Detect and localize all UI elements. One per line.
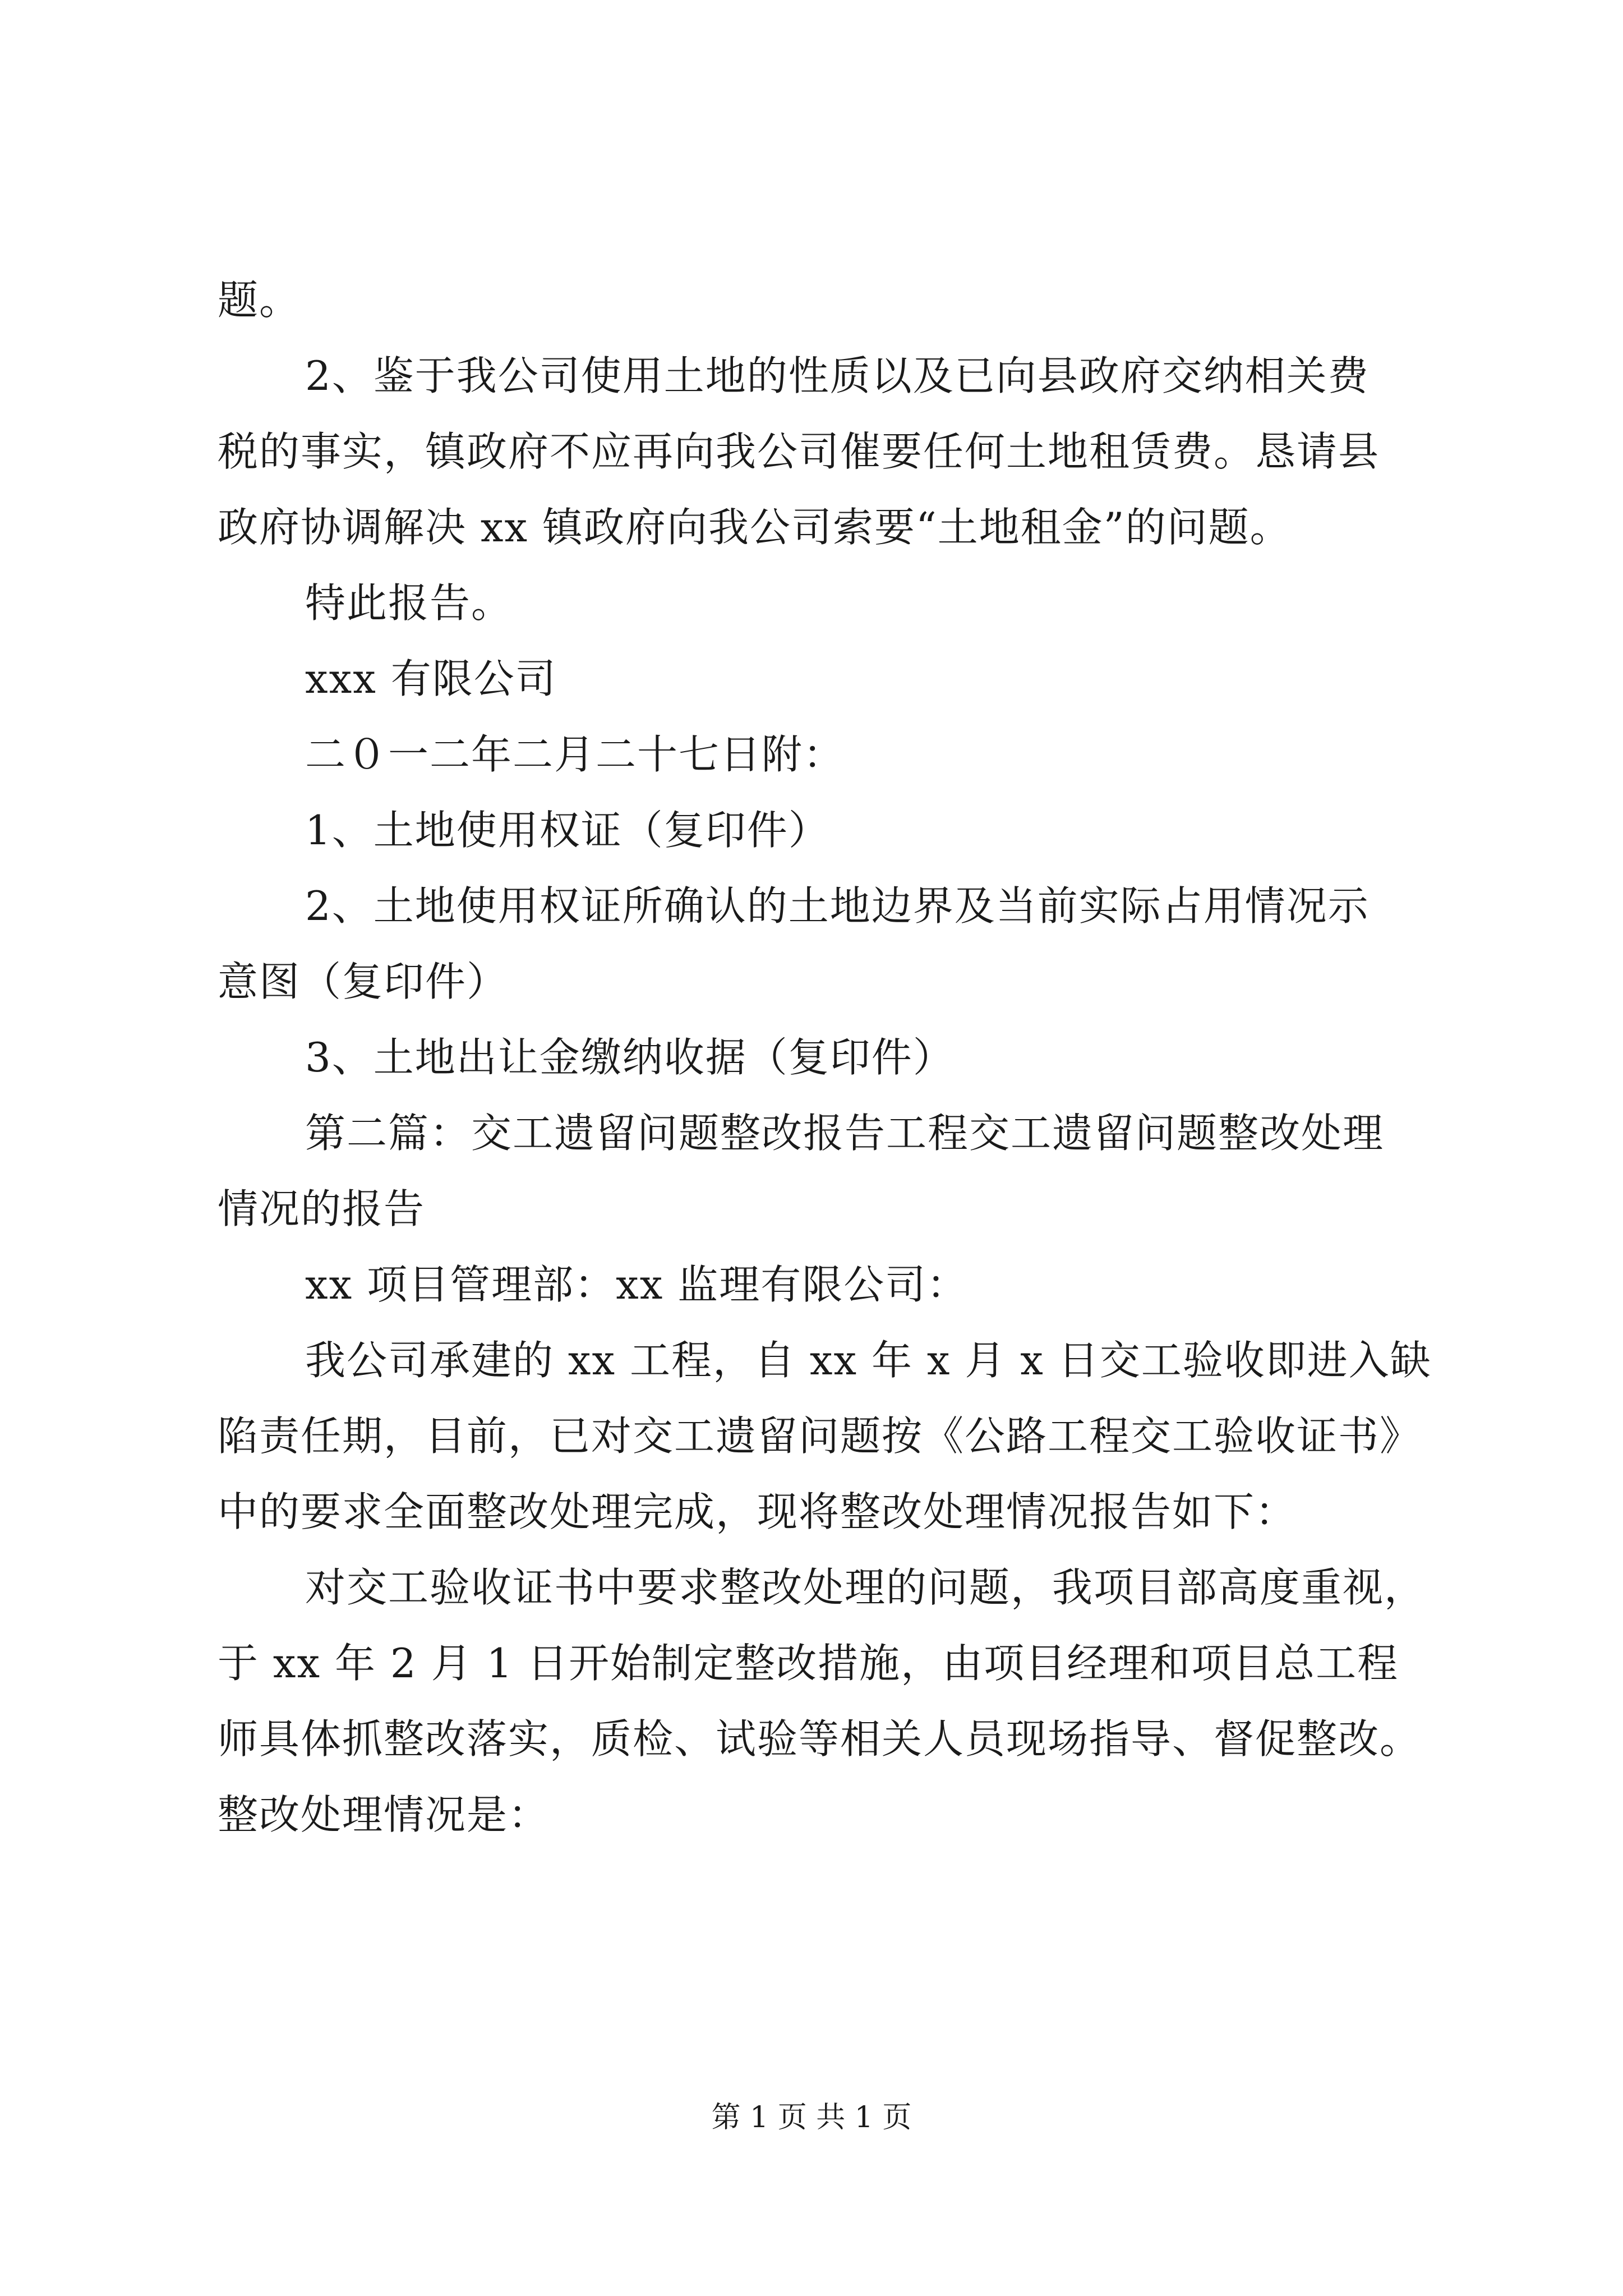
text-line: 2、鉴于我公司使用土地的性质以及已向县政府交纳相关费: [305, 352, 1370, 399]
text-line: 意图（复印件）: [218, 958, 509, 1005]
text-line: 特此报告。: [305, 579, 513, 627]
text-line: 于 xx 年 2 月 1 日开始制定整改措施，由项目经理和项目总工程: [218, 1640, 1399, 1687]
page-footer: 第 1 页 共 1 页: [711, 2101, 912, 2134]
document-body: [218, 263, 1432, 1853]
section-heading-cont: 情况的报告: [218, 1185, 426, 1232]
text-line: 政府协调解决 xx 镇政府向我公司索要“土地租金”的问题。: [218, 504, 1292, 551]
text-line: xx 项目管理部：xx 监理有限公司：: [305, 1261, 969, 1308]
section-heading: 第二篇：交工遗留问题整改报告工程交工遗留问题整改处理: [305, 1110, 1385, 1157]
text-line: 我公司承建的 xx 工程，自 xx 年 x 月 x 日交工验收即进入缺: [305, 1337, 1432, 1384]
text-line: 2、土地使用权证所确认的土地边界及当前实际占用情况示: [305, 882, 1370, 930]
text-line: 二０一二年二月二十七日附：: [305, 731, 845, 778]
text-line: xxx 有限公司: [305, 655, 557, 702]
text-line: 中的要求全面整改处理完成，现将整改处理情况报告如下：: [218, 1488, 1297, 1535]
text-line: 对交工验收证书中要求整改处理的问题，我项目部高度重视，: [305, 1564, 1426, 1611]
text-line: 3、土地出让金缴纳收据（复印件）: [305, 1034, 955, 1081]
text-line: 题。: [218, 277, 301, 324]
text-line: 师具体抓整改落实，质检、试验等相关人员现场指导、督促整改。: [218, 1715, 1422, 1763]
text-line: 陷责任期，目前，已对交工遗留问题按《公路工程交工验收证书》: [218, 1412, 1422, 1460]
text-line: 整改处理情况是：: [218, 1791, 550, 1838]
text-line: 税的事实，镇政府不应再向我公司催要任何土地租赁费。恳请县: [218, 428, 1380, 475]
text-line: 1、土地使用权证（复印件）: [305, 807, 830, 854]
